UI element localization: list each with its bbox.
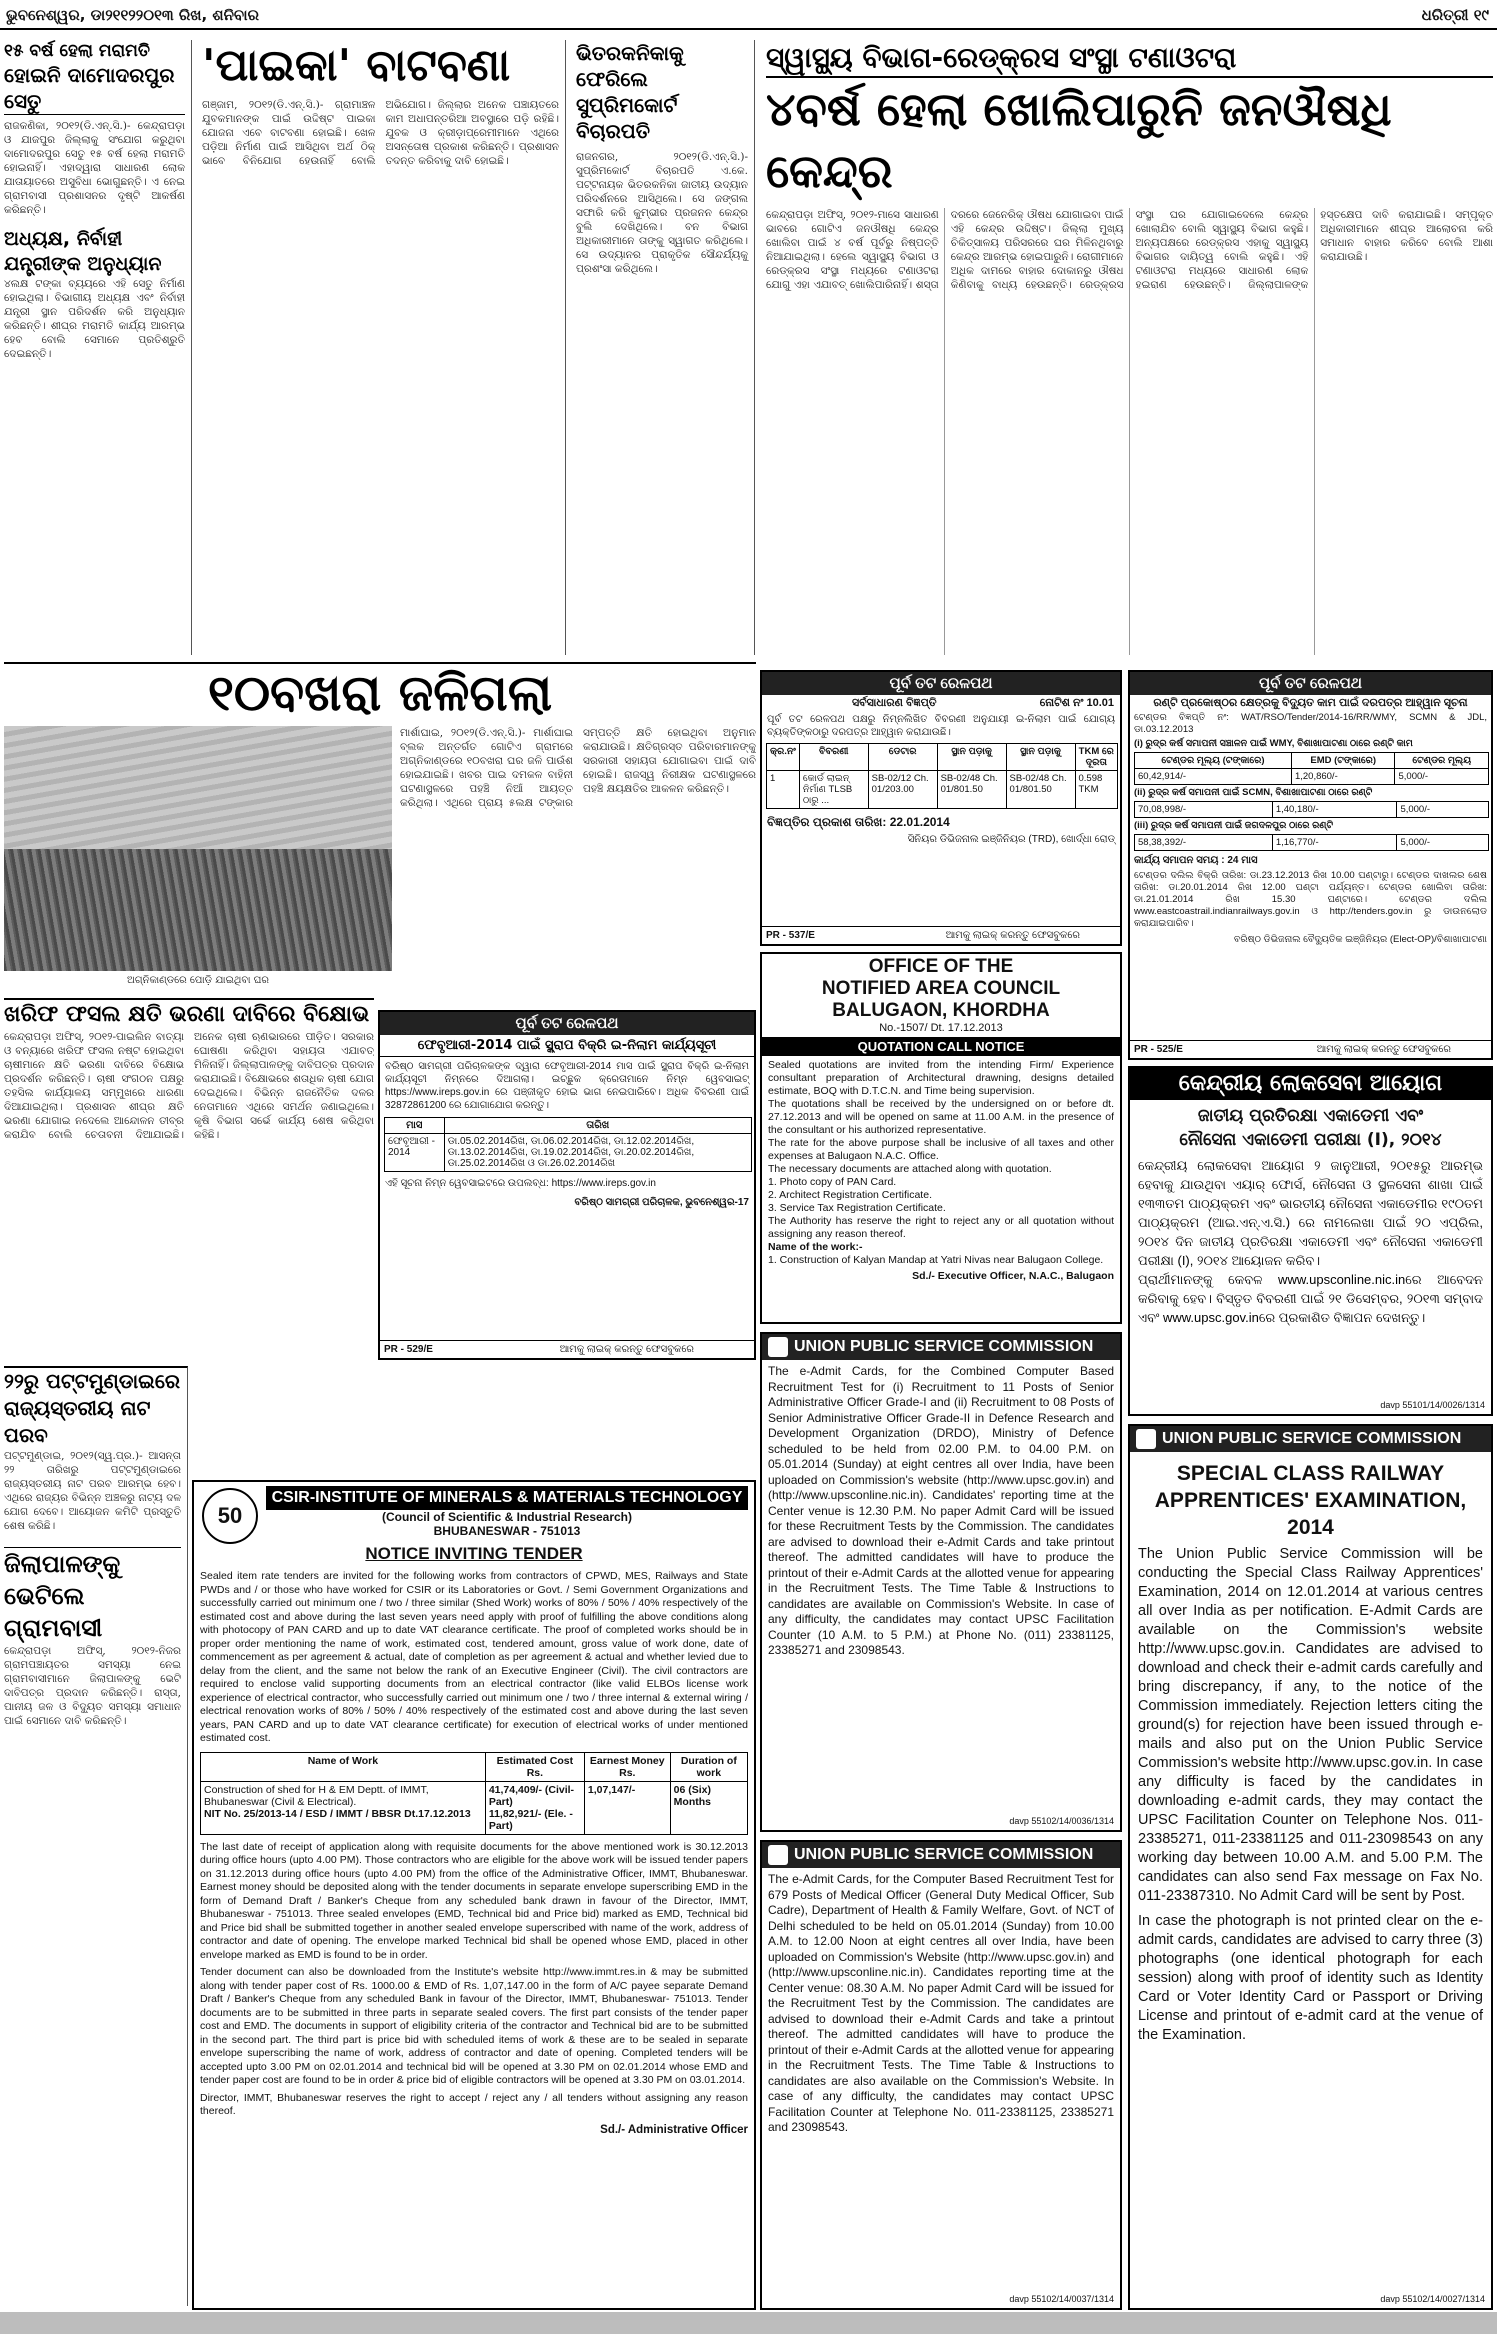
emblem-icon [768, 1845, 788, 1865]
story-headline: ୧୦ବଖରା ଜଳିଗଲା [207, 664, 553, 722]
tender-table [1134, 834, 1489, 851]
story-kicker: ୧୫ ବର୍ଷ ହେଲା ମରାମତି [4, 41, 150, 61]
ad-sign: ବରିଷ୍ଠ ଡିଭିଜନାଲ ବୈଦ୍ୟୁତିକ ଇଞ୍ଜିନିୟର (Elect-OP)/ବିଶାଖାପାଟଣା [1233, 934, 1487, 945]
table-header: ସ୍ଥାନ ପଡ଼ାକୁ [937, 744, 1006, 771]
ad-footer [380, 1340, 754, 1358]
table-header: ବିବରଣୀ [799, 744, 868, 771]
story-paika [196, 40, 566, 655]
table-header: EMD (ଟଙ୍କାରେ) [1291, 753, 1395, 769]
ad-body-2: ପ୍ରାର୍ଥୀମାନଙ୍କୁ କେବଳ www.upsconline.nic.inରେ ଆବେଦନ କରିବାକୁ ହେବ। ବିସ୍ତୃତ ବିବରଣୀ ପାଇଁ ୨୧ ଡିସେମ୍ବର, ୨୦୧୩ ସମ୍ବାଦ ଏବଂ www.upsc.gov.inରେ ପ୍ରକାଶିତ ବିଜ୍ଞାପନ ଦେଖନ୍ତୁ। [1138, 1272, 1483, 1325]
story-body: ରାଜନଗର, ୨୦୧୨(ଡି.ଏନ୍.ସି.)- ସୁପ୍ରିମକୋର୍ଟ ବିଚାରପତି ଏ.କେ. ପଟ୍ଟନାୟକ ଭିତରକନିକା ଜାତୀୟ ଉଦ୍ୟାନ ପରିଦର୍ଶନରେ ଆସିଥିଲେ। ସେ ଜଙ୍ଗଲ ସଫାରି କରି କୁମ୍ଭୀର ପ୍ରଜନନ କେନ୍ଦ୍ର ବୁଲି ଦେଖିଥିଲେ। ବନ ବିଭାଗ ଅଧିକାରୀମାନେ ତାଙ୍କୁ ସ୍ୱାଗତ କରିଥିଲେ। ସେ ଉଦ୍ୟାନର ପ୍ରାକୃତିକ ସୌନ୍ଦର୍ଯ୍ୟକୁ ପ୍ରଶଂସା କରିଥିଲେ। [576, 151, 748, 275]
ad-eco-scrap-auction [378, 1010, 756, 1360]
table-cell: 5,000/- [1395, 769, 1489, 785]
ad-title: ଫେବୃଆରୀ-2014 ପାଇଁ ସ୍କ୍ରାପ ବିକ୍ରି ଇ-ନିଲାମ କାର୍ଯ୍ୟସୂଚୀ [380, 1035, 754, 1057]
table-header: ତାରିଖ [444, 1118, 751, 1134]
ad-body: କେନ୍ଦ୍ରୀୟ ଲୋକସେବା ଆୟୋଗ ୨ ଜାନୁଆରୀ, ୨୦୧୫ରୁ ଆରମ୍ଭ ହେବାକୁ ଯାଉଥିବା ଏୟାର୍ ଫୋର୍ସ, ନୌସେନା ଓ ସ୍ଥଳସେନା ଶାଖା ପାଇଁ ୧୩୩ତମ ପାଠ୍ୟକ୍ରମ ଏବଂ ଭାରତୀୟ ନୌସେନା ଏକାଡେମୀର ୧୯୦ତମ ପାଠ୍ୟକ୍ରମ (ଆଇ.ଏନ୍.ଏ.ସି.) ରେ ନାମଲେଖା ପାଇଁ ୨୦ ଏପ୍ରିଲ, ୨୦୧୪ ଦିନ ଜାତୀୟ ପ୍ରତିରକ୍ଷା ଏକାଡେମୀ ଏବଂ ନୌସେନା ଏକାଡେମୀ ପରୀକ୍ଷା (I), ୨୦୧୪ ଆୟୋଜନ କରିବ। [1138, 1158, 1483, 1268]
ad-body: ଟେଣ୍ଡର ଦଲିଲ ବିକ୍ରି ତାରିଖ: ଡା.23.12.2013 ରିଖ 10.00 ଘଣ୍ଟାରୁ। ଟେଣ୍ଡର ଦାଖଲର ଶେଷ ତାରିଖ: ଡା.20.01.2014 ରିଖ 12.00 ଘଣ୍ଟା ପର୍ଯ୍ୟନ୍ତ। ଟେଣ୍ଡର ଖୋଲିବା ତାରିଖ: ଡା.21.01.2014 ରିଖ 15.30 ଘଣ୍ଟାରେ। ଟେଣ୍ଡର ଦଲିଲ www.eastcoastrail.indianrailways.gov.in ଓ http://tenders.gov.in ରୁ ଡାଉନଲୋଡ କରାଯାଇପାରିବ। [1134, 870, 1487, 929]
work-name: 1. Construction of Kalyan Mandap at Yatri Nivas near Balugaon College. [768, 1254, 1104, 1266]
tender-number: ଟେଣ୍ଡର ବିଜ୍ଞପ୍ତି ନଂ: WAT/RSO/Tender/2014-16/RR/WMY, SCMN & JDL, ଡା.03.12.2013 [1134, 712, 1487, 735]
ad-title [1130, 1426, 1491, 1452]
ad-body-3: Tender document can also be downloaded from the Institute's website http://www.immt.res.in & may be submitted along with tender paper cost of Rs. 1000.00 & EMD of Rs. 1,07,147.00 in the form of A/C payee separate Demand Draft / Banker's Cheque from any scheduled Bank in favour of the Director, IMMT, Bhubaneswar- 751013. Tender documents are to be submitted in three parts in separate sealed covers. The first part consists of the tender paper cost and EMD. The documents in support of eligibility criteria of the contractor and Technical bid are to be submitted in the second part. The third part is price bid with scheduled items of work & these are to be sealed in separate envelope superscribing the name of work, address of contractor and date of opening. Completed tenders will be accepted upto 3.00 PM on 02.01.2014 and technical bid will be opened at 3.30 PM on 02.01.2014 whose EMD and tender paper cost are found to be in order & price bid of eligible contractors will be opened at 3.30 PM on 03.01.2014. [200, 1966, 748, 2086]
work-name: Construction of shed for H & EM Deptt. of IMMT, Bhubaneswar (Civil & Electrical). [204, 1783, 429, 1808]
ad-title-text: UNION PUBLIC SERVICE COMMISSION [1162, 1430, 1462, 1447]
table-header: ଟେଣ୍ଡର ମୂଲ୍ୟ [1395, 753, 1489, 769]
ad-body-4: Director, IMMT, Bhubaneswar reserves the right to accept / reject any / all tenders without assigning any reason thereof. [200, 2091, 748, 2117]
exam-title-2: APPRENTICES' EXAMINATION, 2014 [1154, 1489, 1467, 1539]
table-header: ଟେଣ୍ଡର ମୂଲ୍ୟ (ଟଙ୍କାରେ) [1135, 753, 1292, 769]
story-subheadline: ଅଧ୍ୟକ୍ଷ, ନିର୍ବାହୀ ଯନ୍ତ୍ରୀଙ୍କ ଅନୁଧ୍ୟାନ [4, 228, 162, 275]
facebook-line: ଆମକୁ ଲାଇକ୍ କରନ୍ତୁ ଫେସବୁକରେ [559, 1344, 694, 1355]
ad-sign: Sd./- Executive Officer, N.A.C., Balugaon [912, 1270, 1114, 1282]
story-headline: ହୋଇନି ଦାମୋଦରପୁର ସେତୁ [4, 62, 185, 115]
date-line: ଭୁବନେଶ୍ୱର, ଡା୨୧୧୨୨୦୧୩ ରିଖ, ଶନିବାର [6, 6, 259, 24]
notice-heading: NOTICE INVITING TENDER [365, 1544, 583, 1563]
table-header: Earnest Money Rs. [584, 1752, 670, 1781]
ad-body-5: The Authority has reserve the right to reject any or all quotation without assigning any reason thereof. [768, 1215, 1114, 1240]
lead-kicker: ସ୍ୱାସ୍ଥ୍ୟ ବିଭାଗ-ରେଡ୍‌କ୍ରସ ସଂସ୍ଥା ଟଣାଓଟରା [766, 40, 1493, 78]
table-cell: 5,000/- [1397, 835, 1489, 851]
ad-date: ବିଜ୍ଞପ୍ତିର ପ୍ରକାଶ ତାରିଖ: 22.01.2014 [767, 815, 950, 829]
table-cell: SB-02/12 Ch. 01/203.00 [868, 771, 937, 809]
ad-title: CSIR-INSTITUTE OF MINERALS & MATERIALS TECHNOLOGY [266, 1486, 748, 1510]
facebook-line: ଆମକୁ ଲାଇକ୍ କରନ୍ତୁ ଫେସବୁକରେ [945, 930, 1080, 941]
ad-body-2: The last date of receipt of application along with requisite documents for the above mentioned work is 30.12.2013 during office hours (upto 4.00 PM). Those contractors who are eligible for the above work will be issued tender papers on 31.12.2013 during office hours (upto 4.00 PM) from the office of the Administrative Officer, IMMT, Bhubaneswar. Earnest money should be deposited along with the tender documents in separate envelope superscribing EMD in the form of Demand Draft / Banker's Cheque from any scheduled bank drawn in favour of the Director, IMMT, Bhubaneswar - 751013. Three sealed envelopes (EMD, Technical bid and Price bid) marked as EMD, Technical bid and Price bid shall be submitted together in another sealed envelope superscribed with name of the work, address of contractor and date of opening. The envelope marked Technical bid shall be opened whose EMD, placed in other envelope marked as EMD is found to be in order. [200, 1840, 748, 1961]
earnest-money: 1,07,147/- [584, 1781, 670, 1834]
notice-table [766, 743, 1118, 809]
photo-wall [4, 726, 392, 861]
tender-table [1134, 801, 1489, 818]
table-cell: 0.598 TKM [1075, 771, 1118, 809]
table-cell: ଫେବୃଆରୀ - 2014 [385, 1134, 445, 1172]
ad-sign: ସିନିୟର ଡିଭିଜନାଲ ଇଞ୍ଜିନିୟର (TRD), ଖୋର୍ଦ୍ଧା ରୋଡ୍ [907, 834, 1115, 845]
pr-number: PR - 529/E [384, 1344, 433, 1355]
ad-title [762, 1842, 1120, 1868]
notice-number: ନୋଟିଶ ନଂ 10.01 [1039, 697, 1114, 709]
ad-upsc-nda-odia [1128, 1066, 1493, 1416]
table-cell: ଡା.05.02.2014ରିଖ, ଡା.06.02.2014ରିଖ, ଡା.12.02.2014ରିଖ, ଡା.13.02.2014ରିଖ, ଡା.19.02.2014ରିଖ, ଡା.20.02.2014ରିଖ, ଡା.25.02.2014ରିଖ ଓ ଡା.26.02.2014ରିଖ [444, 1134, 751, 1172]
emblem-icon [768, 1337, 788, 1357]
table-cell: SB-02/48 Ch. 01/801.50 [937, 771, 1006, 809]
table-cell: 5,000/- [1397, 802, 1489, 818]
table-header: Duration of work [670, 1752, 747, 1781]
davp-code: davp 55102/14/0027/1314 [1380, 2294, 1485, 2304]
ad-body: Sealed quotations are invited from the intending Firm/ Experience consultant preparation of Architectural drawning, designs detailed estimate, BOQ with D.T.C.N. and Time being supervision. [768, 1059, 1114, 1097]
ad-subtitle-2: ନୌସେନା ଏକାଡେମୀ ପରୀକ୍ଷା (I), ୨୦୧୪ [1179, 1130, 1442, 1150]
story-court [570, 40, 755, 655]
ad-bar: ପୂର୍ବ ତଟ ରେଳପଥ [1130, 672, 1491, 695]
auction-table [384, 1117, 752, 1172]
table-header: TKM ରେ ଦୂରତା [1075, 744, 1118, 771]
lead-body: କେନ୍ଦ୍ରାପଡ଼ା ଅଫିସ୍, ୨୦୧୨-ମାସେ ସାଧାରଣ ଭାବରେ ଗୋଟିଏ ଜନଔଷଧି କେନ୍ଦ୍ର ଖୋଲିବା ପାଇଁ ୪ ବର୍ଷ ପୂର୍ବରୁ ନିଷ୍ପତ୍ତି ନିଆଯାଇଥିଲା। ହେଲେ ସ୍ୱାସ୍ଥ୍ୟ ବିଭାଗ ଓ ରେଡ୍‌କ୍ରସ ସଂସ୍ଥା ମଧ୍ୟରେ ଟଣାଓଟରା ଯୋଗୁ ଏହା ଏଯାବତ୍ ଖୋଲିପାରିନାହିଁ। ଶସ୍ତା ଦରରେ ଜେନେରିକ୍ ଔଷଧ ଯୋଗାଇବା ପାଇଁ ଏହି କେନ୍ଦ୍ର ଉଦ୍ଦିଷ୍ଟ। ଜିଲ୍ଲା ମୁଖ୍ୟ ଚିକିତ୍ସାଳୟ ପରିସରରେ ଘର ମିଳିନଥିବାରୁ କେନ୍ଦ୍ର ଆରମ୍ଭ ହୋଇପାରୁନି। ରୋଗୀମାନେ ଅଧିକ ଦାମରେ ବାହାର ଦୋକାନରୁ ଔଷଧ କିଣିବାକୁ ବାଧ୍ୟ ହେଉଛନ୍ତି। ରେଡ୍‌କ୍ରସ ସଂସ୍ଥା ଘର ଯୋଗାଇଦେଲେ କେନ୍ଦ୍ର ଖୋଲାଯିବ ବୋଲି ସ୍ୱାସ୍ଥ୍ୟ ବିଭାଗ କହୁଛି। ଅନ୍ୟପକ୍ଷରେ ରେଡ୍‌କ୍ରସ ଏହାକୁ ସ୍ୱାସ୍ଥ୍ୟ ବିଭାଗର ଦାୟିତ୍ୱ ବୋଲି କହୁଛି। ଏହି ଟଣାଓଟରା ମଧ୍ୟରେ ସାଧାରଣ ଲୋକ ହଇରାଣ ହେଉଛନ୍ତି। ଜିଲ୍ଲାପାଳଙ୍କ ହସ୍ତକ୍ଷେପ ଦାବି କରାଯାଇଛି। ସମ୍ପୃକ୍ତ ଅଧିକାରୀମାନେ ଶୀଘ୍ର ଆଲୋଚନା କରି ସମାଧାନ ବାହାର କରିବେ ବୋଲି ଆଶା କରାଯାଉଛି। [766, 209, 1493, 291]
ad-body: Sealed item rate tenders are invited for the following works from contractors of CPWD, MES, Railways and State PWDs and / or those who have worked for CSIR or its Laboratories or Govt. / Semi Government Organizations and successfully carried out minimum one / two / three similar (Shed Work) works of 80% / 50% / 40% respectively of the estimated cost and above during the last seven years need apply with proof of fulfilling the above conditions along with photocopy of PAN CARD and up to date VAT clearance certificate. The proof of completed works should be in proper order mentioning the name of work, estimated cost, tendered amount, gross value of work done, date of commencement as per agreement & actual, date of completion as per agreement & actual and whether levied due to delay from the client, and the same not below the rank of an Executive Engineer (Civil). The civil contractors are required to enclose valid supporting documents from an electrical contractor (like valid ELBOs license work experience of electrical contractor, who successfully carried out minimum one / two / three internal & external wiring / electrical renovation works of 80% / 50% / 40% respectively of the estimated cost and above during the last seven years, PAN CARD and up to date VAT clearance certificate) for execution of electrical works of under mentioned estimated cost. [200, 1570, 748, 1744]
ad-nac-quotation [760, 952, 1122, 1324]
ad-upsc-medical [760, 1840, 1122, 2310]
ad-city: BHUBANESWAR - 751013 [433, 1524, 581, 1538]
story-headline: ୨୨ରୁ ପଟ୍ଟମୁଣ୍ଡାଇରେ ରାଜ୍ୟସ୍ତରୀୟ ନାଟ ପରବ [4, 1369, 181, 1447]
table-cell: 70,08,998/- [1135, 802, 1273, 818]
story-body: ମାର୍ଶାଘାଇ, ୨୦୧୨(ଡି.ଏନ୍.ସି.)- ମାର୍ଶାଘାଇ ବ୍ଲକ ଅନ୍ତର୍ଗତ ଗୋଟିଏ ଗ୍ରାମରେ ଅଗ୍ନିକାଣ୍ଡରେ ୧୦ବଖରା ଘର ଜଳି ପାଉଁଶ ହୋଇଯାଇଛି। ଖବର ପାଇ ଦମକଳ ବାହିନୀ ଘଟଣାସ୍ଥଳରେ ପହଞ୍ଚି ନିଆଁ ଆୟତ୍ତ କରିଥିଲା। ଏଥିରେ ପ୍ରାୟ ୫ଲକ୍ଷ ଟଙ୍କାର ସମ୍ପତ୍ତି କ୍ଷତି ହୋଇଥିବା ଅନୁମାନ କରାଯାଉଛି। କ୍ଷତିଗ୍ରସ୍ତ ପରିବାରମାନଙ୍କୁ ସରକାରୀ ସହାୟତା ଯୋଗାଇବା ପାଇଁ ଦାବି ହୋଇଛି। ରାଜସ୍ୱ ନିରୀକ୍ଷକ ଘଟଣାସ୍ଥଳରେ ପହଞ୍ଚି କ୍ଷୟକ୍ଷତିର ଆକଳନ କରିଛନ୍ତି। [400, 727, 756, 809]
work-label: Name of the work:- [768, 1241, 863, 1253]
story-body: ପଟ୍ଟମୁଣ୍ଡାଇ, ୨୦୧୨(ସ୍ୱ.ପ୍ର.)- ଆସନ୍ତା ୨୨ ତାରିଖରୁ ପଟ୍ଟମୁଣ୍ଡାଇରେ ରାଜ୍ୟସ୍ତରୀୟ ନାଟ ପରବ ଆରମ୍ଭ ହେବ। ଏଥିରେ ରାଜ୍ୟର ବିଭିନ୍ନ ଅଞ୍ଚଳରୁ ନାଟ୍ୟ ଦଳ ଯୋଗ ଦେବେ। ଆୟୋଜନ କମିଟି ପ୍ରସ୍ତୁତି ଶେଷ କରିଛି। [4, 1450, 181, 1532]
tender-table [200, 1752, 748, 1835]
ad-body: ବରିଷ୍ଠ ସାମଗ୍ରୀ ପରିଚାଳକଙ୍କ ଦ୍ୱାରା ଫେବୃଆରୀ-2014 ମାସ ପାଇଁ ସ୍କ୍ରାପ ବିକ୍ରି ଇ-ନିଲାମ କାର୍ଯ୍ୟସୂଚୀ ନିମ୍ନରେ ଦିଆଗଲା। ଇଚ୍ଛୁକ କ୍ରେତାମାନେ ନିମ୍ନ ୱେବସାଇଟ୍ https://www.ireps.gov.in ରେ ପଞ୍ଜୀକୃତ ହୋଇ ଭାଗ ନେଇପାରିବେ। ଅଧିକ ବିବରଣୀ ପାଇଁ 32872861200 ରେ ଯୋଗାଯୋଗ କରନ୍ତୁ। [385, 1061, 749, 1111]
ad-footer [1130, 1040, 1491, 1058]
ad-body-2: ଏହି ସୂଚନା ନିମ୍ନ ୱେବସାଇଟରେ ଉପଲବ୍ଧ: https://www.ireps.gov.in [385, 1178, 656, 1189]
lead-headline: ୪ବର୍ଷ ହେଲା ଖୋଲିପାରୁନି ଜନଔଷଧି କେନ୍ଦ୍ର [766, 82, 1392, 198]
page-header [0, 0, 1497, 30]
cost-electrical: 11,82,921/- (Ele. - Part) [488, 1807, 573, 1832]
emblem-icon [1136, 1429, 1156, 1449]
ad-title-text: UNION PUBLIC SERVICE COMMISSION [794, 1338, 1094, 1355]
ad-body-2: In case the photograph is not printed clear on the e-admit cards, candidates are advised to carry three (3) photographs (one identical photograph for each session) along with proof of identity such as Identity Card or Voter Identity Card or Passport or Driving License and printout of e-admit card at the venue of the Examination. [1138, 1913, 1483, 2043]
ad-subtitle: (Council of Scientific & Industrial Research) [381, 1510, 633, 1524]
page-label: ଧରିତ୍ରୀ ୧୯ [1421, 6, 1489, 24]
ad-body: ପୂର୍ବ ତଟ ରେଳପଥ ପକ୍ଷରୁ ନିମ୍ନଲିଖିତ ବିବରଣୀ ଅନୁଯାୟୀ ଇ-ନିଲାମ ପାଇଁ ଯୋଗ୍ୟ ବ୍ୟକ୍ତିଙ୍କଠାରୁ ଦରପତ୍ର ଆହ୍ୱାନ କରାଯାଉଛି। [767, 714, 1115, 738]
duration: 06 (Six) Months [670, 1781, 747, 1834]
tender-line: (iii) ରୁଦ୍ର କର୍ଷ ସମାପନୀ ପାଇଁ ଜଗଦଳପୁର ଠାରେ ରଣ୍ଟି [1134, 820, 1334, 831]
ad-title-2: NOTIFIED AREA COUNCIL [821, 978, 1061, 999]
ad-csir-tender [192, 1480, 756, 2310]
ad-eco-tender [1128, 670, 1493, 1060]
doc-item: 1. Photo copy of PAN Card. [768, 1176, 897, 1188]
table-cell: 58,38,392/- [1135, 835, 1273, 851]
table-cell: 60,42,914/- [1135, 769, 1292, 785]
story-natpa [4, 1366, 188, 2306]
ad-title [762, 1334, 1120, 1360]
table-cell: 1,20,860/- [1291, 769, 1395, 785]
doc-item: 2. Architect Registration Certificate. [768, 1189, 932, 1201]
table-header: କ୍ର.ନଂ [767, 744, 800, 771]
story-body: ରାଜକଣିକା, ୨୦୧୨(ଡି.ଏନ୍.ସି.)- କେନ୍ଦ୍ରାପଡ଼ା ଓ ଯାଜପୁର ଜିଲ୍ଲାକୁ ସଂଯୋଗ କରୁଥିବା ଦାମୋଦରପୁର ସେତୁ ୧୫ ବର୍ଷ ହେଲା ମରାମତି ହୋଇନାହିଁ। ଏହାଦ୍ୱାରା ସାଧାରଣ ଲୋକ ଯାତାୟାତରେ ଅସୁବିଧା ଭୋଗୁଛନ୍ତି। ଏ ନେଇ ଗ୍ରାମବାସୀ ପ୍ରଶାସନର ଦୃଷ୍ଟି ଆକର୍ଷଣ କରିଛନ୍ତି। [4, 120, 185, 216]
ad-title-text: UNION PUBLIC SERVICE COMMISSION [794, 1846, 1094, 1863]
tender-line: (i) ରୁଦ୍ର କର୍ଷ ସମାପନୀ ସଞ୍ଚାଳନ ପାଇଁ WMY, ବିଶାଖାପାଟଣା ଠାରେ ରଣ୍ଟି କାମ [1134, 738, 1413, 749]
table-cell: 1,16,770/- [1272, 835, 1397, 851]
story-body-2: ୪ଲକ୍ଷ ଟଙ୍କା ବ୍ୟୟରେ ଏହି ସେତୁ ନିର୍ମାଣ ହୋଇଥିଲା। ବିଭାଗୀୟ ଅଧ୍ୟକ୍ଷ ଏବଂ ନିର୍ବାହୀ ଯନ୍ତ୍ରୀ ସ୍ଥାନ ପରିଦର୍ଶନ କରି ଅନୁଧ୍ୟାନ କରିଛନ୍ତି। ଶୀଘ୍ର ମରାମତି କାର୍ଯ୍ୟ ଆରମ୍ଭ ହେବ ବୋଲି ସେମାନେ ପ୍ରତିଶ୍ରୁତି ଦେଇଛନ୍ତି। [4, 278, 185, 360]
ad-body-3: The rate for the above purpose shall be inclusive of all taxes and other expenses at Balugaon N.A.C. Office. [768, 1137, 1114, 1162]
table-header: ମାସ [385, 1118, 445, 1134]
table-cell: କୋର୍ଡ ଲାଇନ୍ ନିର୍ମାଣ TLSB ଠାରୁ ... [799, 771, 868, 809]
cost-civil: 41,74,409/- (Civil-Part) [488, 1783, 575, 1808]
ad-title-1: OFFICE OF THE [868, 956, 1014, 977]
story-headline: ଖରିଫ ଫସଲ କ୍ଷତି ଭରଣା ଦାବିରେ ବିକ୍ଷୋଭ [4, 1002, 370, 1027]
story-headline-2: ଜିଲାପାଳଙ୍କୁ ଭେଟିଲେ ଗ୍ରାମବାସୀ [4, 1547, 181, 1644]
ad-bar: QUOTATION CALL NOTICE [762, 1037, 1120, 1056]
tender-table [1134, 752, 1489, 785]
davp-code: davp 55102/14/0036/1314 [1009, 1816, 1114, 1826]
work-period: କାର୍ଯ୍ୟ ସମାପନ ସମୟ : 24 ମାସ [1134, 855, 1258, 866]
davp-code: davp 55101/14/0026/1314 [1380, 1400, 1485, 1410]
davp-code: davp 55102/14/0037/1314 [1009, 2294, 1114, 2304]
ad-body: The Union Public Service Commission will be conducting the Special Class Railway Apprentices' Examination, 2014 on 12.01.2014 at various centres all over India as per notification. E-Admit Cards are available on the Commission's website http://www.upsc.gov.in. Candidates are advised to download and check their e-admit cards carefully and bring discrepancy, if any, to the notice of the Commission immediately. Rejection letters citing the ground(s) for rejection have been issued through e-mails and also put on the Union Public Service Commission's website http://www.upsc.gov.in. In case any difficulty is faced by the candidates in downloading e-admit cards, they may contact the UPSC Facilitation Counter on Telephone Nos. 011-23385271, 011-23381125 and 011-23098543 on any working day between 10.00 A.M. and 5.00 P.M. The candidates can also send Fax message on Fax No. 011-23387310. No Admit Card will be sent by Post. [1138, 1546, 1483, 1904]
story-bridge [4, 40, 192, 655]
table-header: Estimated Cost Rs. [485, 1752, 584, 1781]
ad-subheading: ରଣ୍ଟି ପ୍ରକୋଷ୍ଠର କ୍ଷେତ୍ରକୁ ବିଦ୍ୟୁତ କାମ ପାଇଁ ଦରପତ୍ର ଆହ୍ୱାନ ସୂଚନା [1153, 697, 1468, 709]
ad-upsc-scra [1128, 1424, 1493, 2310]
csir-logo: 50 [202, 1488, 258, 1544]
ad-number: No.-1507/ Dt. 17.12.2013 [879, 1022, 1003, 1034]
lead-story [760, 40, 1493, 655]
ad-bar: ପୂର୍ବ ତଟ ରେଳପଥ [762, 672, 1120, 695]
table-cell: SB-02/48 Ch. 01/801.50 [1006, 771, 1075, 809]
ad-upsc-drdo [760, 1332, 1122, 1832]
photo-caption: ଅଗ୍ନିକାଣ୍ଡରେ ପୋଡ଼ି ଯାଇଥିବା ଘର [127, 975, 269, 986]
table-header: Name of Work [201, 1752, 486, 1781]
ad-subtitle-1: ଜାତୀୟ ପ୍ରତିରକ୍ଷା ଏକାଡେମୀ ଏବଂ [1197, 1106, 1424, 1126]
pr-number: PR - 537/E [766, 930, 815, 941]
story-body: ଗଞ୍ଜାମ, ୨୦୧୨(ଡି.ଏନ୍.ସି.)- ଗ୍ରାମାଞ୍ଚଳ ଯୁବକମାନଙ୍କ ପାଇଁ ଉଦ୍ଦିଷ୍ଟ ପାଇକା ଯୋଜନା ଏବେ ବାଟବଣା ହୋଇଛି। ଖେଳ ପଡ଼ିଆ ନିର୍ମାଣ ପାଇଁ ଆସିଥିବା ଅର୍ଥ ଠିକ୍ ଭାବେ ବିନିଯୋଗ ହେଉନାହିଁ ବୋଲି ଅଭିଯୋଗ। ଜିଲ୍ଲାର ଅନେକ ପଞ୍ଚାୟତରେ କାମ ଅଧାପନ୍ତରିଆ ଅବସ୍ଥାରେ ପଡ଼ି ରହିଛି। ଯୁବକ ଓ କ୍ରୀଡ଼ାପ୍ରେମୀମାନେ ଏଥିରେ ଅସନ୍ତୋଷ ପ୍ରକାଶ କରିଛନ୍ତି। ପ୍ରଶାସନ ତଦନ୍ତ କରିବାକୁ ଦାବି ହୋଇଛି। [202, 99, 559, 167]
ad-sign: Sd./- Administrative Officer [600, 2123, 748, 2136]
table-cell: 1,40,180/- [1272, 802, 1397, 818]
table-cell: 1 [767, 771, 800, 809]
ad-sign: ବରିଷ୍ଠ ସାମଗ୍ରୀ ପରିଚାଳକ, ଭୁବନେଶ୍ୱର-17 [574, 1197, 749, 1208]
ad-body: The e-Admit Cards, for the Computer Based Recruitment Test for 679 Posts of Medical Officer (General Duty Medical Officer, Sub Cadre), Department of Health & Family Welfare, Govt. of NCT of Delhi scheduled to be held on 05.01.2014 (Sunday) from 10.00 A.M. to 12.00 Noon at eight centres all over India, have been uploaded on Commission's Website (http://www.upsc.gov.in) and (http://www.upsconline.nic.in). Candidates reporting time at the Center venue: 08.30 A.M. No paper Admit Card will be issued for the Recruitment Test by the Commission. The candidates are advised to download their e-Admit Cards and take a printout thereof. The admitted candidates will have to produce the printout of their e-Admit Cards at the allotted venue for appearing in the Recruitment Tests. The Time Table & Instructions to candidates are also available on the Commission's Website. In case of any difficulty, the candidates may contact UPSC Facilitation Counter at Telephone No. 011-23381125, 23385271 and 23098543. [768, 1872, 1114, 2134]
exam-title-1: SPECIAL CLASS RAILWAY [1176, 1462, 1445, 1485]
ad-subheading: ସର୍ବସାଧାରଣ ବିଜ୍ଞପ୍ତି [852, 697, 937, 709]
story-fire [4, 662, 756, 992]
story-body-2: କେନ୍ଦ୍ରାପଡ଼ା ଅଫିସ୍, ୨୦୧୨-ନିଜର ଗ୍ରାମପଞ୍ଚାୟତର ସମସ୍ୟା ନେଇ ଗ୍ରାମବାସୀମାନେ ଜିଲାପାଳଙ୍କୁ ଭେଟି ଦାବିପତ୍ର ପ୍ରଦାନ କରିଛନ୍ତି। ରାସ୍ତା, ପାନୀୟ ଜଳ ଓ ବିଦ୍ୟୁତ ସମସ୍ୟା ସମାଧାନ ପାଇଁ ସେମାନେ ଦାବି କରିଛନ୍ତି। [4, 1645, 181, 1727]
ad-bar: ପୂର୍ବ ତଟ ରେଳପଥ [380, 1012, 754, 1035]
tender-line: (ii) ରୁଦ୍ର କର୍ଷ ସମାପନୀ ପାଇଁ SCMN, ବିଶାଖାପାଟଣା ଠାରେ ରଣ୍ଟି [1134, 787, 1373, 798]
nit-number: NIT No. 25/2013-14 / ESD / IMMT / BBSR Dt.17.12.2013 [204, 1807, 471, 1820]
ad-footer [762, 926, 1120, 944]
pr-number: PR - 525/E [1134, 1044, 1183, 1055]
ad-title: କେନ୍ଦ୍ରୀୟ ଲୋକସେବା ଆୟୋଗ [1130, 1068, 1491, 1100]
ad-body-2: The quotations shall be received by the undersigned on or before dt. 27.12.2013 and will be opened on same at 11.00 A.M. in the presence of the consultant or his authorized representative. [768, 1098, 1114, 1136]
doc-item: 3. Service Tax Registration Certificate. [768, 1202, 946, 1214]
page-footer-strip [0, 2312, 1497, 2334]
facebook-line: ଆମକୁ ଲାଇକ୍ କରନ୍ତୁ ଫେସବୁକରେ [1316, 1044, 1451, 1055]
ad-body: The e-Admit Cards, for the Combined Computer Based Recruitment Test for (i) Recruitment to 11 Posts of Senior Administrative Officer Grade-I and (ii) Recruitment to 08 Posts of Senior Administrative Officer Grade-II in Defence Research and Development Organization (DRDO), Ministry of Defence scheduled to be held from 02.00 P.M. to 04.00 P.M. on 05.01.2014 (Sunday) at eight centres all over India, have been uploaded on Commission's website (http://www.upsc.gov.in) and (http://www.upsconline.nic.in). Candidates' reporting time at the Center venue is 12.30 P.M. No paper Admit Card will be issued for these Recruitment Tests by the Commission. The candidates are advised to download their e-Admit Cards and take printout thereof. The admitted candidates will have to produce the printout of their e-Admit Cards at the allotted venue for appearing in the Recruitment Tests. The Time Table & Instructions to candidates are available on Commission's Website. In case of any difficulty, the candidates may contact UPSC Facilitation Counter (10 A.M. to 5 P.M.) at Phone No. (011) 23381125, 23385271 and 23098543. [768, 1364, 1114, 1657]
story-kharif [4, 998, 374, 1360]
photo-vegetation [4, 849, 392, 972]
fire-photo [4, 726, 392, 971]
story-headline: 'ପାଇକା' ବାଟବଣା [202, 40, 511, 91]
table-header: ସ୍ଥାନ ପଡ଼ାକୁ [1006, 744, 1075, 771]
story-body: କେନ୍ଦ୍ରାପଡ଼ା ଅଫିସ୍, ୨୦୧୨-ପାଇଲିନ ବାତ୍ୟା ଓ ବନ୍ୟାରେ ଖରିଫ ଫସଲ ନଷ୍ଟ ହୋଇଥିବା ଚାଷୀମାନେ କ୍ଷତି ଭରଣା ଦାବିରେ ବିକ୍ଷୋଭ ପ୍ରଦର୍ଶନ କରିଛନ୍ତି। ଚାଷୀ ସଂଗଠନ ପକ୍ଷରୁ ତହସିଲ କାର୍ଯ୍ୟାଳୟ ସମ୍ମୁଖରେ ଧାରଣା ଦିଆଯାଇଥିଲା। ପ୍ରଶାସନ ଶୀଘ୍ର କ୍ଷତି ଭରଣା ଯୋଗାଇ ନଦେଲେ ଆନ୍ଦୋଳନ ତୀବ୍ର କରାଯିବ ବୋଲି ଚେତାବନୀ ଦିଆଯାଇଛି। ଅନେକ ଚାଷୀ ଋଣଭାରରେ ପୀଡ଼ିତ। ସରକାର ଘୋଷଣା କରିଥିବା ସହାୟତା ଏଯାବତ୍ ମିଳିନାହିଁ। ଜିଲ୍ଲାପାଳଙ୍କୁ ଦାବିପତ୍ର ପ୍ରଦାନ କରାଯାଇଛି। ବିକ୍ଷୋଭରେ ଶତାଧିକ ଚାଷୀ ଯୋଗ ଦେଇଥିଲେ। ବିଭିନ୍ନ ରାଜନୈତିକ ଦଳର ନେତାମାନେ ଏଥିରେ ସମର୍ଥନ ଜଣାଇଥିଲେ। କୃଷି ବିଭାଗ ସର୍ଭେ କାର୍ଯ୍ୟ ଶେଷ କରିଥିବା କହିଛି। [4, 1031, 374, 1141]
ad-eco-notice [760, 670, 1122, 946]
table-header: ଡେଟାର [868, 744, 937, 771]
ad-title-3: BALUGAON, KHORDHA [832, 1000, 1050, 1021]
story-headline: ଭିତରକନିକାକୁ ଫେରିଲେ ସୁପ୍ରିମକୋର୍ଟ ବିଚାରପତି [576, 41, 684, 143]
ad-body-4: The necessary documents are attached along with quotation. [768, 1163, 1052, 1175]
